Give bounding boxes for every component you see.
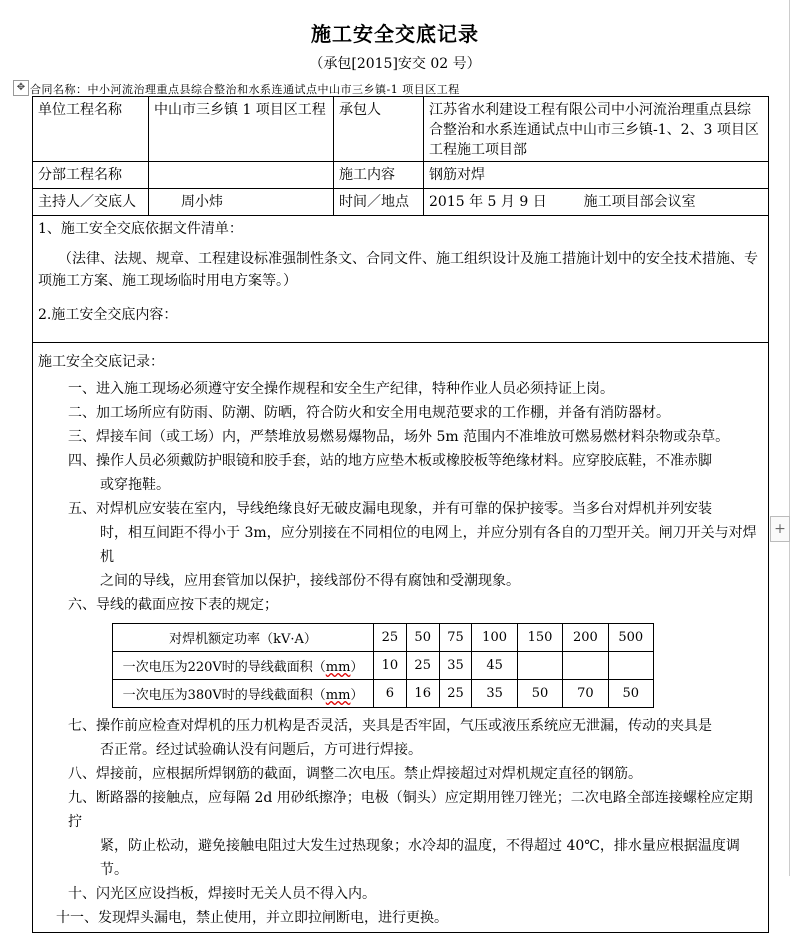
- list-item: 九、断路器的接触点，应每隔 2d 用砂纸擦净；电极（铜头）应定期用锉刀锉光；二次电路全部连接螺栓应定期拧: [68, 790, 753, 830]
- list-item-continued: 紧，防止松动，避免接触电阻过大发生过热现象；水冷却的温度，不得超过 40℃，排水量应根据温度调节。: [100, 838, 740, 878]
- voltage-220-label: [113, 652, 374, 680]
- table-cell: 70: [563, 680, 608, 708]
- time-label: 时间／地点: [334, 189, 424, 216]
- label-text: ）: [350, 660, 364, 675]
- table-cell: 75: [439, 624, 472, 652]
- host-label: 主持人／交底人: [33, 189, 149, 216]
- contract-name: 合同名称：中小河流治理重点县综合整治和水系连通试点中山市三乡镇-1 项目区工程: [30, 83, 460, 96]
- list-item: 六、导线的截面应按下表的规定；: [68, 597, 278, 613]
- add-column-icon[interactable]: +: [770, 516, 790, 542]
- time-place-cell[interactable]: [424, 189, 769, 216]
- label-text: ）: [350, 688, 364, 703]
- table-cell: [517, 652, 562, 680]
- table-row: [33, 97, 769, 162]
- table-cell: 200: [563, 624, 608, 652]
- table-cell: 35: [472, 680, 517, 708]
- table-cell: 6: [374, 680, 407, 708]
- list-item: 七、操作前应检查对焊机的压力机构是否灵活，夹具是否牢固，气压或液压系统应无泄漏，传动的夹具是: [68, 718, 712, 734]
- wire-section-table: [112, 623, 654, 708]
- unit-value[interactable]: 中山市三乡镇 1 项目区工程: [149, 97, 334, 162]
- record-section[interactable]: [33, 343, 769, 933]
- table-row: [33, 189, 769, 216]
- basis-text: （法律、法规、规章、工程建设标准强制性条文、合同文件、施工组织设计及施工措施计划中的安全技术措施、专项施工方案、施工现场临时用电方案等。）: [38, 251, 758, 289]
- table-row: [113, 624, 654, 652]
- table-cell: 500: [608, 624, 653, 652]
- label-text: 一次电压为220V时的导线截面积（: [122, 660, 326, 675]
- list-item: 一、进入施工现场必须遵守安全操作规程和安全生产纪律，特种作业人员必须持证上岗。: [68, 381, 614, 397]
- document-title: 施工安全交底记录: [311, 22, 479, 46]
- list-item: 二、加工场所应有防雨、防潮、防晒，符合防火和安全用电规范要求的工作棚，并备有消防器材。: [68, 405, 670, 421]
- contractor-label: 承包人: [334, 97, 424, 162]
- table-cell: 25: [374, 624, 407, 652]
- list-item: 十、闪光区应设挡板，焊接时无关人员不得入内。: [68, 886, 376, 902]
- table-cell: 45: [472, 652, 517, 680]
- table-cell: 50: [406, 624, 439, 652]
- list-item-continued: 否正常。经过试验确认没有问题后，方可进行焊接。: [100, 742, 422, 758]
- power-label: 对焊机额定功率（kV·A）: [113, 624, 374, 652]
- table-row: [33, 216, 769, 343]
- document-number: （承包[2015]安交 02 号）: [309, 56, 481, 72]
- time-value: 2015 年 5 月 9 日: [429, 194, 547, 210]
- table-cell: 35: [439, 652, 472, 680]
- list-item: 五、对焊机应安装在室内，导线绝缘良好无破皮漏电现象，并有可靠的保护接零。当多台对焊机并列安装: [68, 501, 712, 517]
- content-value[interactable]: 钢筋对焊: [424, 162, 769, 189]
- list-item-continued: 时，相互间距不得小于 3m，应分别接在不同相位的电网上，并应分别有各自的刀型开关。闸刀开关与对焊机: [100, 525, 757, 565]
- list-item-continued: 或穿拖鞋。: [100, 477, 170, 493]
- list-item: 八、焊接前，应根据所焊钢筋的截面，调整二次电压。禁止焊接超过对焊机规定直径的钢筋。: [68, 766, 642, 782]
- table-row: [113, 680, 654, 708]
- basis-section[interactable]: [33, 216, 769, 343]
- voltage-380-label: [113, 680, 374, 708]
- table-cell: [563, 652, 608, 680]
- table-row: [113, 652, 654, 680]
- unit-text: mm: [325, 660, 351, 675]
- table-cell: 10: [374, 652, 407, 680]
- label-text: 一次电压为380V时的导线截面积（: [122, 688, 326, 703]
- host-value[interactable]: 周小炜: [149, 189, 334, 216]
- list-item: 四、操作人员必须戴防护眼镜和胶手套，站的地方应垫木板或橡胶板等绝缘材料。应穿胶底鞋，不准赤脚: [68, 453, 712, 469]
- table-move-handle-icon[interactable]: ✥: [13, 80, 29, 96]
- safety-briefing-table: [32, 96, 769, 933]
- unit-label: 单位工程名称: [33, 97, 149, 162]
- table-row: [33, 343, 769, 933]
- table-row: [33, 162, 769, 189]
- contractor-value[interactable]: 江苏省水利建设工程有限公司中小河流治理重点县综合整治和水系连通试点中山市三乡镇-1、2、3 项目区工程施工项目部: [424, 97, 769, 162]
- table-cell: 100: [472, 624, 517, 652]
- table-cell: [608, 652, 653, 680]
- sub-project-value[interactable]: [149, 162, 334, 189]
- table-cell: 25: [439, 680, 472, 708]
- table-cell: 50: [517, 680, 562, 708]
- table-cell: 16: [406, 680, 439, 708]
- table-cell: 50: [608, 680, 653, 708]
- place-value: 施工项目部会议室: [583, 194, 696, 210]
- unit-text: mm: [325, 688, 351, 703]
- basis-heading: 1、施工安全交底依据文件清单：: [38, 221, 243, 237]
- table-cell: 25: [406, 652, 439, 680]
- content-label: 施工内容: [334, 162, 424, 189]
- list-item: 十一、发现焊头漏电，禁止使用，并立即拉闸断电，进行更换。: [56, 910, 448, 926]
- record-heading: 施工安全交底记录：: [38, 354, 164, 370]
- list-item: 三、焊接车间（或工场）内，严禁堆放易燃易爆物品，场外 5m 范围内不准堆放可燃易燃材料杂物或杂草。: [68, 429, 730, 445]
- content-heading: 2.施工安全交底内容：: [38, 307, 178, 323]
- table-cell: 150: [517, 624, 562, 652]
- list-item-continued: 之间的导线，应用套管加以保护，接线部份不得有腐蚀和受潮现象。: [100, 573, 520, 589]
- sub-project-label: 分部工程名称: [33, 162, 149, 189]
